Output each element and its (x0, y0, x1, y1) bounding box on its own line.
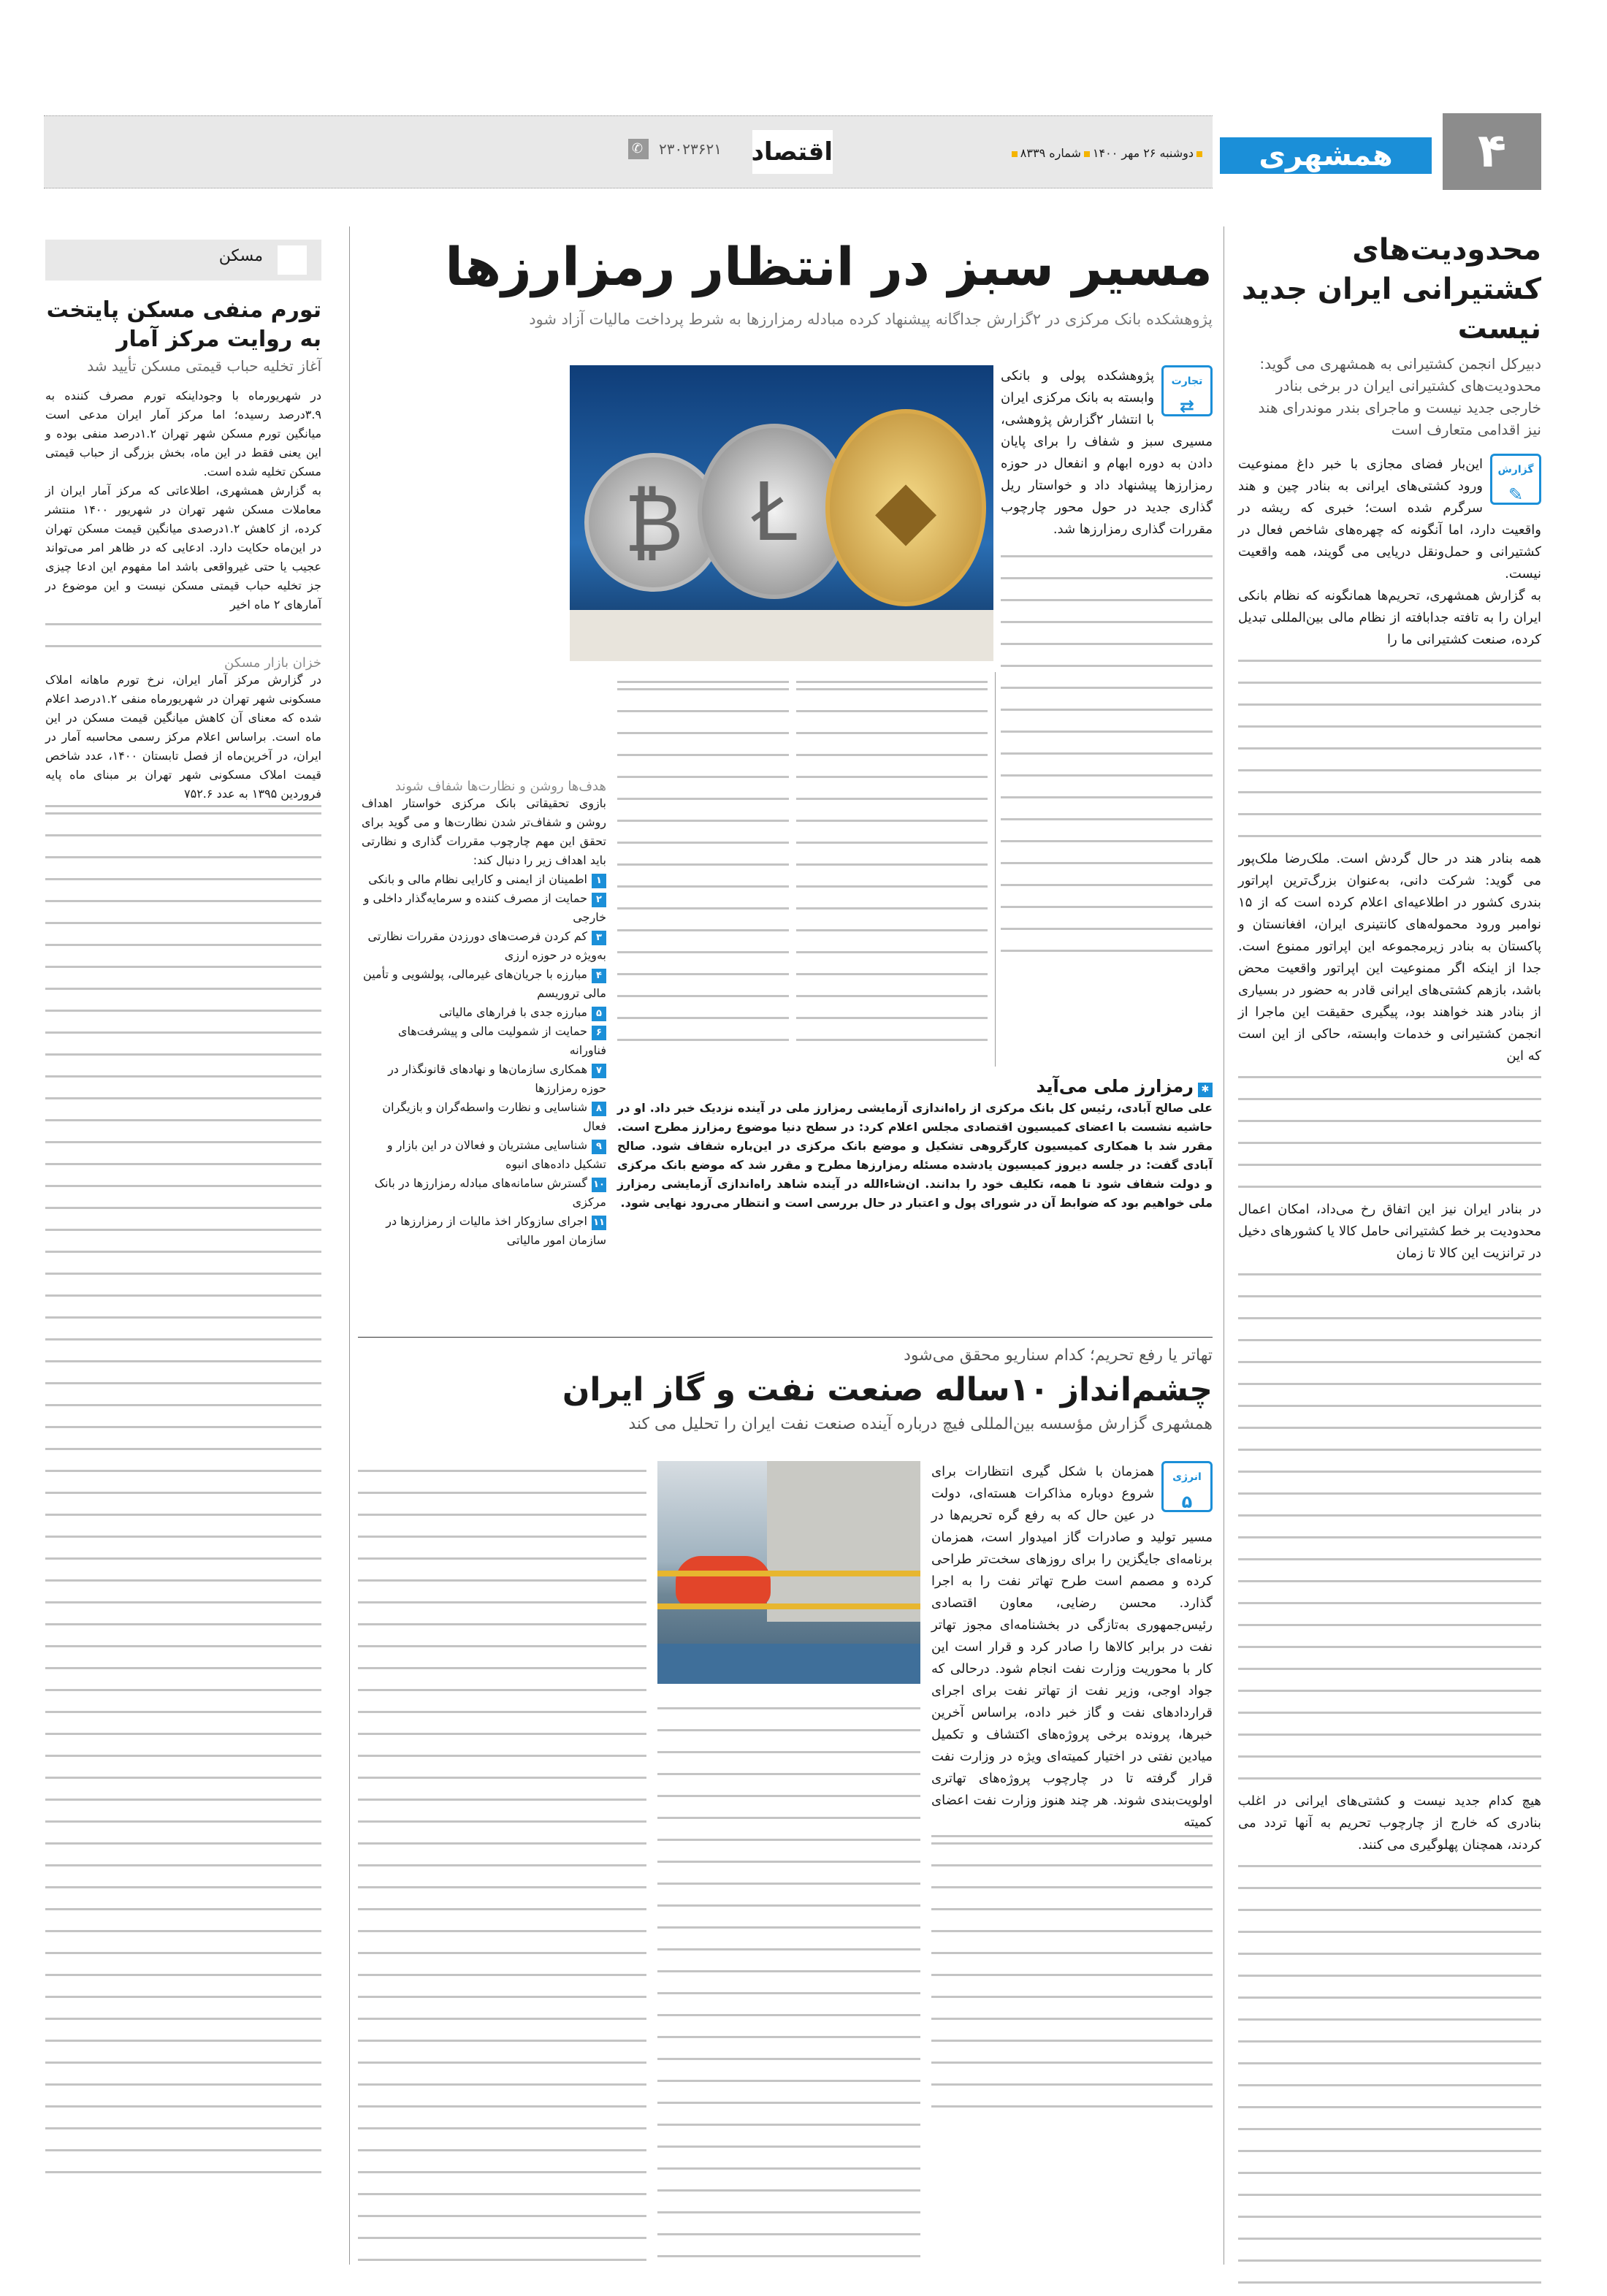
page-number: ۴ (1443, 113, 1541, 190)
goal-item (362, 965, 606, 1003)
bitcoin-coin: ₿ (584, 453, 723, 592)
goal-text: حمایت از مصرف کننده و سرمایه‌گذار داخلی و خارجی (363, 891, 606, 924)
article-paragraph: در بنادر ایران نیز این اتفاق رخ می‌داد، امکان اعمال محدودیت بر خط کشتیرانی حامل کالا یا کشورهای دخیل در ترانزیت این کالا تا زمان (1238, 1202, 1541, 1261)
section-name: مسکن (218, 247, 263, 265)
article-deck: دبیرکل انجمن کشتیرانی به همشهری می گوید: محدودیت‌های کشتیرانی ایران در برخی بنادر خارجی جدید نیست و ماجرای بندر موندرای هند نیز اقدامی متعارف است (1258, 355, 1541, 438)
goal-item (362, 1174, 606, 1212)
goal-number: ۳ (592, 931, 606, 945)
goal-number: ۱۱ (592, 1216, 606, 1230)
article-title: محدودیت‌های کشتیرانی ایران جدید نیست (1241, 233, 1541, 346)
section-bar (45, 240, 321, 281)
goal-number: ۸ (592, 1102, 606, 1116)
main-headline: مسیر سبز در انتظار رمزارزها (445, 236, 1213, 297)
goal-item (362, 1136, 606, 1174)
oil-headline: چشم‌انداز ۱۰ساله صنعت نفت و گاز ایران (562, 1371, 1213, 1408)
goal-number: ۱ (592, 874, 606, 888)
lifeboat (676, 1556, 771, 1607)
goal-item (362, 889, 606, 927)
trade-tag-icon: تجارت ⇄ (1161, 365, 1213, 416)
housing-title: تورم منفی مسکن پایتخت به روایت مرکز آمار (46, 297, 321, 352)
newspaper-logo: همشهری (1220, 137, 1432, 174)
energy-tag-icon: انرژی ۵ (1161, 1461, 1213, 1512)
goal-item (362, 1060, 606, 1098)
goal-text: حمایت از شمولیت مالی و پیشرفت‌های فناورانه (397, 1024, 606, 1057)
oil-lead: همزمان با شکل گیری انتظارات برای شروع دوباره مذاکرات هسته‌ای، دولت در عین حال که به رفع گره تحریم‌ها در مسیر تولید و صادرات گاز امیدوار است، همزمان برنامه‌ای جایگزین را برای روزهای سخت‌تر طراحی کرده و مصمم است طرح تهاتر نفت را به اجرا گذارد. محسن رضایی، معاون اقتصادی رئیس‌جمهوری به‌تازگی در بخشنامه‌ای مجوز تهاتر نفت در برابر کالاها را صادر کرد و قرار است این کار با محوریت وزارت نفت انجام شود. درحالی که جواد اوجی، وزیر نفت از تهاتر نفت برای اجرای قراردادهای نفت و گاز خبر داده، براساس آخرین خبرها، پرونده برخی پروژه‌های اکتشاف و تکمیل میادین نفتی در اختیار کمیته‌ای ویژه در وزارت نفت قرار گرفته تا در چارچوب پروژه‌های تهاتری اولویت‌بندی شوند. هر چند هنوز وزارت نفت اعضای کمیته (931, 1464, 1213, 1830)
oil-subtitle: همشهری گزارش مؤسسه بین‌المللی فیچ درباره آینده صنعت نفت ایران را تحلیل می کند (628, 1415, 1213, 1433)
goal-number: ۲ (592, 893, 606, 907)
ethereum-coin: ◆ (825, 409, 986, 606)
goals-list (362, 870, 606, 1250)
goal-item (362, 1212, 606, 1250)
goal-text: مبارزه با جریان‌های غیرمالی، پولشویی و تأمین مالی تروریسم (363, 967, 606, 1000)
goal-item (362, 927, 606, 965)
goal-number: ۷ (592, 1064, 606, 1078)
right-article (1238, 230, 1541, 2295)
goal-text: مبارزه جدی با فرارهای مالیاتی (439, 1005, 587, 1019)
goal-item (362, 870, 606, 889)
goal-text: اجرای سازوکار اخذ مالیات از رمزارزها در سازمان امور مالیاتی (386, 1214, 606, 1247)
main-lead: پژوهشکده پولی و بانکی وابسته به بانک مرکزی ایران با انتشار ۲گزارش پژوهشی، مسیری سبز و شفاف را برای پایان دادن به دوره ابهام و انفعال در حوزه رمزارزها پیشنهاد داد و خواستار ریل گذاری جدید در حول محور چارچوب مقررات گذاری رمزارزها شد. (1001, 368, 1213, 537)
phone-text: ۲۳۰۲۳۶۲۱ (659, 140, 722, 158)
goal-number: ۵ (592, 1007, 606, 1021)
dateline (1009, 146, 1205, 160)
article-paragraph: همه بنادر هند در حال گردش است. ملک‌رضا ملک‌پور می گوید: شرکت دانی، به‌عنوان بزرگ‌ترین اپراتور بندری کشور در اطلاعیه‌ای اعلام کرده است که از ۱۵ نوامبر ورود محموله‌های کانتینری ایران، افغانستان و پاکستان به بنادر زیرمجموعه این اپراتور ممنوع است. جدا از اینکه اگر ممنوعیت این اپراتور واقعیت محض باشد، بازهم کشتی‌های ایرانی قادر به حضور در بسیاری از بنادر هند خواهند بود، پیگیری حقیقت این ماجرا از انجمن کشتیرانی و خدمات وابسته، حاکی از این است که این (1238, 851, 1541, 1064)
goal-text: اطمینان از ایمنی و کارایی نظام مالی و بانکی (368, 872, 587, 886)
goal-number: ۹ (592, 1140, 606, 1154)
goal-text: شناسایی مشتریان و فعالان در این بازار و تشکیل داده‌های انبوه (386, 1138, 606, 1171)
text-column (358, 1461, 646, 2265)
goal-text: کم کردن فرصت‌های دورزدن مقررات نظارتی به‌ویژه در حوزه ارزی (367, 929, 606, 962)
text-column (657, 1698, 920, 2265)
goal-text: همکاری سازمان‌ها و نهادهای قانونگذار در حوزه رمزارزها (388, 1062, 606, 1095)
article-lead: این‌بار فضای مجازی با خبر داغ ممنوعیت ورود کشتی‌های ایرانی به بنادر چین و هند سرگرم شده است؛ خبری که ریشه در واقعیت دارد، اما آنگونه که چهره‌های شاخص فعال در کشتیرانی و حمل‌ونقل دریایی می گویند، همه واقعیت نیست. (1238, 457, 1541, 581)
list-intro: بازوی تحقیقاتی بانک مرکزی خواستار اهداف روشن و شفاف‌تر شدن نظارت‌ها و می گوید برای تحقق این مهم چارچوب مقررات گذاری و نظارتی باید اهداف زیر را دنبال کند: (362, 796, 606, 867)
housing-subhead: خزان بازار مسکن (224, 655, 321, 671)
oil-kicker: تهاتر یا رفع تحریم؛ کدام سناریو محقق می‌شود (904, 1346, 1213, 1365)
star-icon: ✱ (1198, 1083, 1213, 1097)
goal-item (362, 1098, 606, 1136)
article-paragraph: به گزارش همشهری، تحریم‌ها همانگونه که نظام بانکی ایران را به تافته جدابافته از نظام مالی بین‌المللی تبدیل کرده، صنعت کشتیرانی ما را (1238, 588, 1541, 647)
phone-icon: ✆ (628, 139, 649, 159)
housing-deck: آغاز تخلیه حباب قیمتی مسکن تأیید شد (87, 357, 321, 375)
goal-text: شناسایی و نظارت واسطه‌گران و بازیگران فعال (382, 1100, 606, 1133)
goal-number: ۱۰ (592, 1178, 606, 1192)
divider (358, 1337, 1213, 1338)
main-subtitle: پژوهشکده بانک مرکزی در ۲گزارش جداگانه پیشنهاد کرده مبادله رمزارزها به شرط پرداخت مالیات آزاد شود (529, 310, 1213, 328)
main-article-col1 (1001, 365, 1213, 963)
national-crypto-box (617, 1074, 1213, 1213)
goal-text: گسترش سامانه‌های مبادله رمزارزها در بانک مرکزی (374, 1176, 606, 1209)
phone-number (628, 139, 722, 159)
housing-paragraph: در شهریورماه با وجوداینکه تورم مصرف کننده به ۳.۹درصد رسیده؛ اما مرکز آمار ایران مدعی است میانگین تورم مسکن شهر تهران ۱.۲درصد منفی بوده و این یعنی فقط در این ماه، بخش بزرگی از حباب قیمتی مسکن تخلیه شده است. (45, 389, 322, 478)
section-subhead: هدف‌ها روشن و نظارت‌ها شفاف شوند (394, 779, 606, 794)
section-label: اقتصاد (752, 130, 833, 174)
oil-platform-image (657, 1461, 920, 1684)
date: دوشنبه ۲۶ مهر ۱۴۰۰ (1092, 146, 1194, 160)
goal-item (362, 1003, 606, 1022)
box-title: رمزارز ملی می‌آید (1036, 1076, 1194, 1096)
crypto-coins-image (570, 365, 993, 661)
housing-paragraph: در گزارش مرکز آمار ایران، نرخ تورم ماهانه املاک مسکونی شهر تهران در شهریورماه منفی ۱.۲درصد اعلام شده که معنای آن کاهش میانگین قیمت مسکن در این ماه است. براساس اعلام مرکز رسمی محاسبه آمار در ایران، در آخرین‌ماه از فصل تابستان ۱۴۰۰، عدد شاخص قیمت املاک مسکونی شهر تهران بر مبنای ماه پایه فروردین ۱۳۹۵ به عدد ۷۵۲.۶ (45, 673, 321, 801)
box-text: علی صالح آبادی، رئیس کل بانک مرکزی از راه‌اندازی آزمایشی رمزارز ملی در آینده نزدیک خبر داد. او در حاشیه نشست با اعضای کمیسیون اقتصادی مجلس اعلام کرد: در سطح دنیا موضوع رمزارز مطرح است. مقرر شد با همکاری کمیسیون کارگروهی تشکیل و موضع بانک مرکزی در این‌باره شفاف شود. صالح آبادی گفت: در جلسه دیروز کمیسیون یادشده مسئله رمزارزها مطرح و مقرر شد که موضع بانک مرکزی و دولت شفاف شود تا همه، تکلیف خود را بدانند. ان‌شاءالله در آینده شاهد راه‌اندازی آزمایشی رمزارز ملی خواهیم بود که ضوابط آن در شورای پول و اعتبار در حال بررسی است و انتظار می‌رود نهایی شود. (617, 1101, 1213, 1210)
housing-paragraph: به گزارش همشهری، اطلاعاتی که مرکز آمار ایران از معاملات مسکن شهر تهران در شهریور ۱۴۰۰ منتشر کرده، از کاهش ۱.۲درصدی میانگین قیمت مسکن تهران در این‌ماه حکایت دارد. ادعایی که در ظاهر امر می‌تواند عجیب یا حتی غیرواقعی باشد اما مفهوم این ادعا چیزی جز تخلیه حباب قیمتی مسکن نیست و این موضوع در آمارهای ۲ ماه اخیر (45, 484, 322, 611)
litecoin-coin: Ł (698, 424, 851, 599)
text-column (796, 679, 988, 1059)
goal-number: ۴ (592, 969, 606, 983)
article-paragraph: هیچ کدام جدید نیست و کشتی‌های ایرانی در اغلب بنادری که خارج از چارچوب تحریم به آنها تردد می کردند، همچنان پهلوگیری می کنند. (1238, 1793, 1541, 1853)
text-column (617, 679, 789, 1059)
report-tag-icon: گزارش ✎ (1490, 454, 1541, 505)
issue-number: شماره ۸۳۳۹ (1020, 146, 1081, 160)
goal-item (362, 1022, 606, 1060)
goal-number: ۶ (592, 1026, 606, 1040)
goals-list-column (362, 774, 606, 1250)
